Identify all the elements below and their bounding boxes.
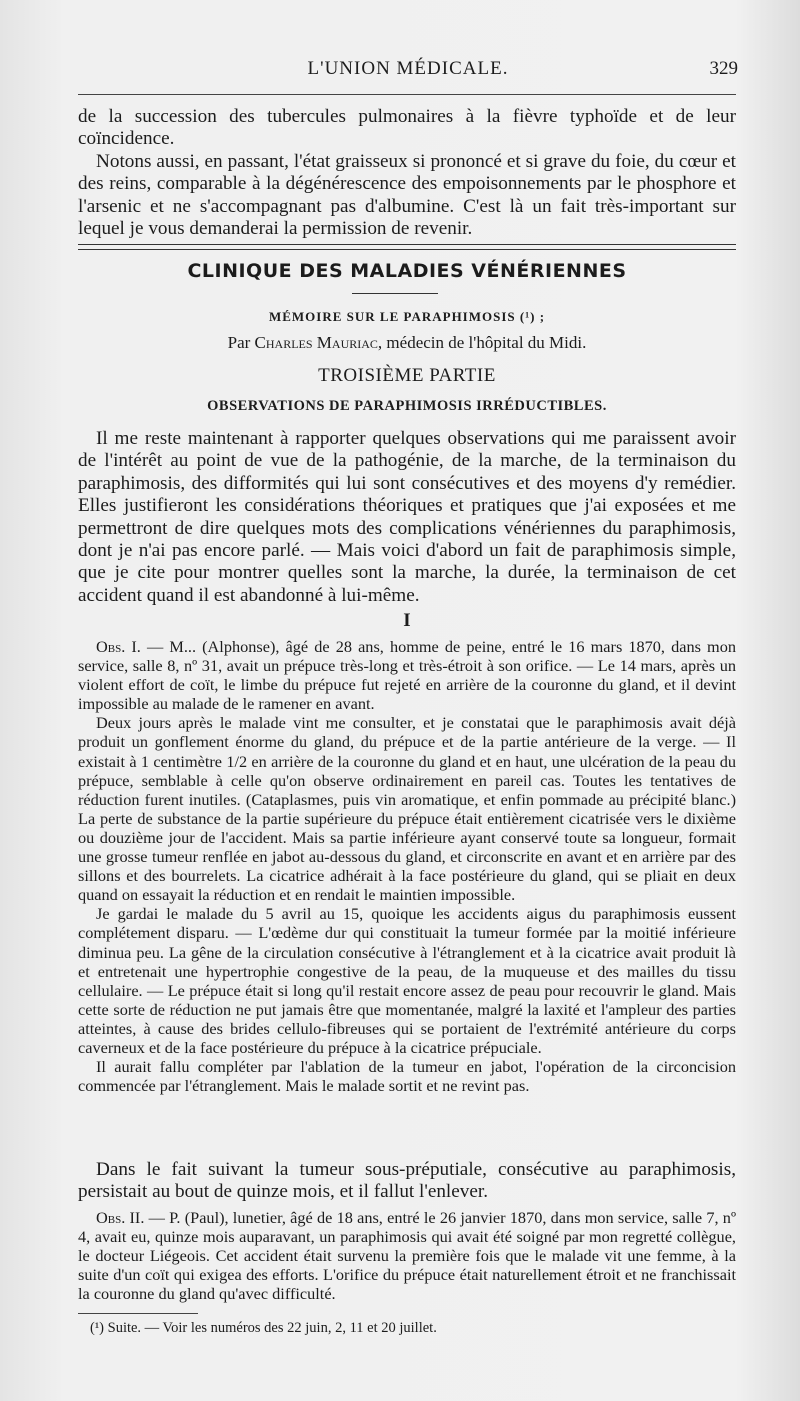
transition-paragraph: Dans le fait suivant la tumeur sous-préputiale, consécutive au paraphimosis, persistait au bout de quinze mois, et il fallut l'enlever. [78,1159,736,1203]
footnote: (¹) Suite. — Voir les numéros des 22 juin, 2, 11 et 20 juillet. [90,1320,437,1336]
obs-paragraph: Il aurait fallu compléter par l'ablation de la tumeur en jabot, l'opération de la circoncision commencée par l'étranglement. Mais le malade sortit et ne revint pas. [78,1057,736,1096]
author-line [78,333,736,353]
intro-paragraph: de la succession des tubercules pulmonaires à la fièvre typhoïde et de leur coïncidence. [78,106,736,150]
observation-two [78,1208,736,1303]
obs-paragraph: Obs. II. — P. (Paul), lunetier, âgé de 18 ans, entré le 26 janvier 1870, dans mon service, salle 7, nº 4, avait eu, quinze mois auparavant, un paraphimosis qui avait été soigné par mon regretté collègue, le docteur Liégeois. Cet accident était survenu la première fois que le malade vit une femme, à la suite d'un coït qui exigea des efforts. L'orifice du prépuce était naturellement étroit et ne franchissait la couronne du gland qu'avec difficulté. [78,1208,736,1304]
obs-label: Obs. II. [96,1208,145,1227]
opening-paragraph: Il me reste maintenant à rapporter quelques observations qui me paraissent avoir de l'intérêt au point de vue de la pathogénie, de la marche, de la terminaison du paraphimosis, des difformités qui lui sont consécutives et des moyens d'y remédier. Elles justifieront les considérations théoriques et pratiques que j'ai exposées et me permettront de dire quelques mots des complications vénériennes du paraphimosis, dont je n'ai pas encore parlé. — Mais voici d'abord un fait de paraphimosis simple, que je cite pour montrer quelles sont la marche, la durée, la terminaison de cet accident quand il est abandonné à lui-même. [78,428,736,606]
obs-label: Obs. I. [96,637,141,656]
journal-title: L'UNION MÉDICALE. [307,58,509,79]
obs-paragraph: Deux jours après le malade vint me consulter, et je constatai que le paraphimosis avait déjà produit un gonflement énorme du gland, du prépuce et de la partie antérieure de la verge. — Il existait à 1 centimètre 1/2 en arrière de la couronne du gland et en haut, une ulcération de la peau du prépuce, semblable à celle qu'on observe ordinairement en pareil cas. Toutes les tentatives de réduction furent inutiles. (Cataplasmes, puis vin aromatique, et enfin pommade au précipité blanc.) La perte de substance de la partie supérieure du prépuce était entièrement cicatrisée vers le dixième ou douzième jour de l'accident. Mais sa partie inférieure ayant conservé toute sa longueur, formait une grosse tumeur renflée en jabot au-dessous du gland, et circonscrite en avant et en arrière par des sillons et des bourrelets. La cicatrice adhérait à la face postérieure du gland, qui se pliait en deux quand on essayait la réduction et en rendait le maintien impossible. [78,713,736,905]
section-separator [78,244,736,250]
intro-text [78,106,736,240]
author-affiliation: , médecin de l'hôpital du Midi. [377,333,587,352]
footnote-rule [78,1313,198,1314]
roman-numeral: I [403,610,411,631]
author-prefix: Par [227,333,251,352]
observation-one [78,637,736,1095]
obs-paragraph: Je gardai le malade du 5 avril au 15, quoique les accidents aigus du paraphimosis eussent complétement disparu. — L'œdème dur qui constituait la tumeur formée par la moitié inférieure diminua peu. La gêne de la circulation consécutive à l'étranglement et à la cicatrice avait produit là et entretenait une hypertrophie congestive de la peau, de la muqueuse et des mailles du tissu cellulaire. — Le prépuce était si long qu'il restait encore assez de peau pour recouvrir le gland. Mais cette sorte de réduction ne put jamais être que momentanée, malgré la laxité et l'ampleur des parties atteintes, à cause des brides cellulo-fibreuses qui se portaient de l'extrémité antérieure du corps caverneux et de la face postérieure du prépuce à la cicatrice prépuciale. [78,904,736,1057]
title-rule [352,293,438,294]
running-head [78,58,738,84]
page-number: 329 [709,58,738,79]
intro-paragraph: Notons aussi, en passant, l'état graisseux si prononcé et si grave du foie, du cœur et des reins, comparable à la dégénérescence des empoisonnements par le phosphore et l'arsenic et ne s'accompagnant pas d'albumine. C'est là un fait très-important sur lequel je vous demanderai la permission de revenir. [78,150,736,240]
obs-paragraph: Obs. I. — M... (Alphonse), âgé de 28 ans, homme de peine, entré le 16 mars 1870, dans mon service, salle 8, nº 31, avait un prépuce très-long et très-étroit à son orifice. — Le 14 mars, après un violent effort de coït, le limbe du prépuce fut rejeté en arrière de la couronne du gland, et il devint impossible au malade de le ramener en avant. [78,637,736,714]
observations-heading: OBSERVATIONS DE PARAPHIMOSIS IRRÉDUCTIBLES. [207,398,607,414]
section-title: CLINIQUE DES MALADIES VÉNÉRIENNES [187,260,627,282]
author-name: Charles Mauriac [254,333,378,352]
part-heading: TROISIÈME PARTIE [318,365,496,386]
header-rule [78,94,736,95]
memoire-heading: MÉMOIRE SUR LE PARAPHIMOSIS (¹) ; [268,309,546,324]
